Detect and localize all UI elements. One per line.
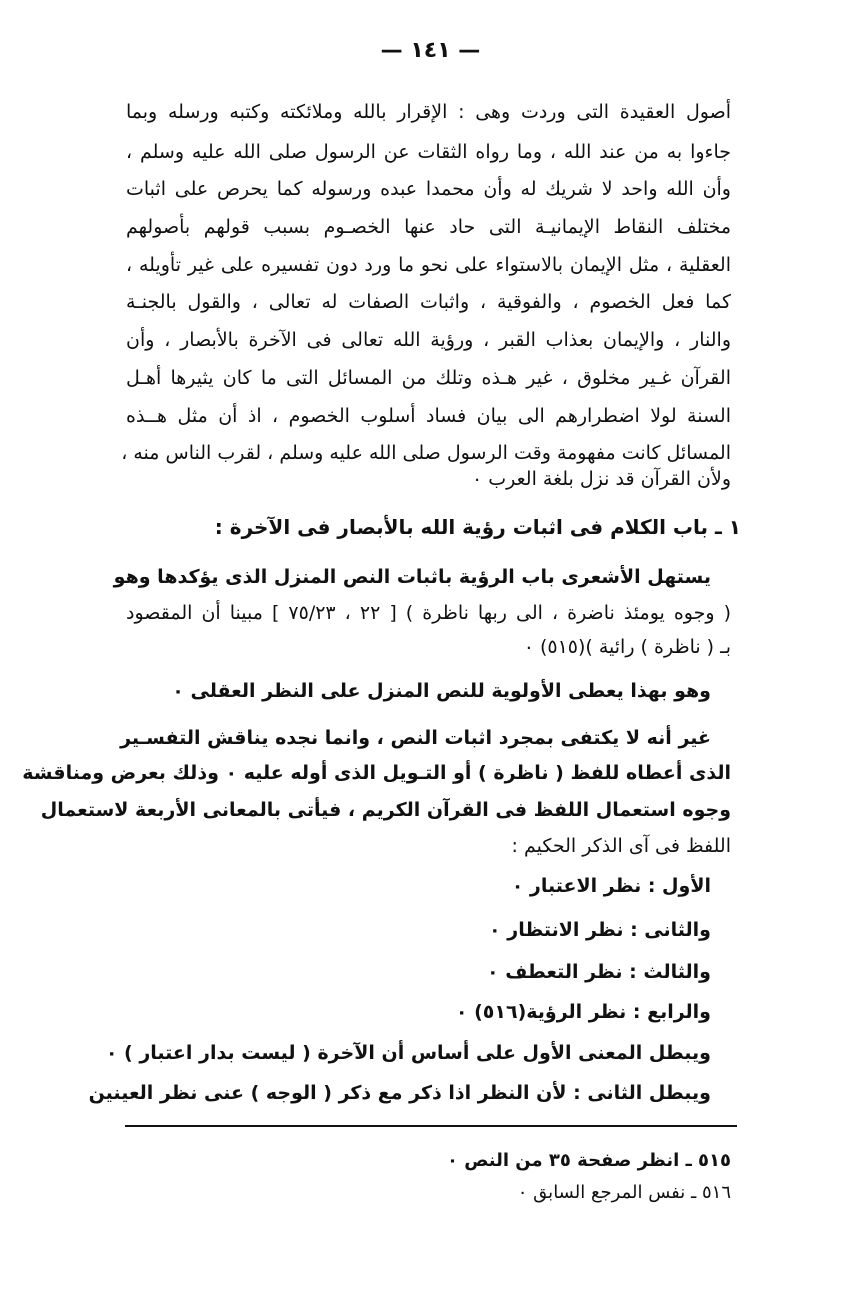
text-line: وهو بهذا يعطى الأولوية للنص المنزل على النظر العقلى ٠ — [172, 680, 711, 702]
text-line: يستهل الأشعرى باب الرؤية باثبات النص المنزل الذى يؤكدها وهو — [113, 566, 711, 588]
list-item: الأول : نظر الاعتبار ٠ — [511, 875, 711, 897]
text-line: وجوه استعمال اللفظ فى القرآن الكريم ، فيأتى بالمعانى الأربعة لاستعمال — [40, 799, 731, 821]
text-line: السنة لولا اضطرارهم الى بيان فساد أسلوب الخصوم ، اذ أن مثل هــذه — [126, 405, 731, 427]
text-line: أصول العقيدة التى وردت وهى : الإقرار بالله وملائكته وكتبه ورسله وبما — [126, 101, 731, 123]
text-line: القرآن غـير مخلوق ، غير هـذه وتلك من المسائل التى ما كان يثيرها أهـل — [126, 367, 731, 389]
text-line: بـ ( ناظرة ) رائية )(٥١٥) ٠ — [523, 636, 731, 658]
section-heading: ١ ـ باب الكلام فى اثبات رؤية الله بالأبصار فى الآخرة : — [214, 515, 741, 539]
text-line: ويبطل المعنى الأول على أساس أن الآخرة ( ليست بدار اعتبار ) ٠ — [105, 1042, 711, 1064]
text-line: جاءوا به من عند الله ، وما رواه الثقات عن الرسول صلى الله عليه وسلم ، — [126, 141, 731, 163]
text-line: غير أنه لا يكتفى بمجرد اثبات النص ، وانما نجده يناقش التفسـير — [120, 727, 711, 749]
text-line: ( وجوه يومئذ ناضرة ، الى ربها ناظرة ) [ ٢٢ ، ٧٥/٢٣ ] مبينا أن المقصود — [126, 602, 731, 624]
text-line: مختلف النقاط الإيمانيـة التى حاد عنها الخصـوم بسبب قولهم بأصولهم — [126, 216, 731, 238]
list-item: والثانى : نظر الانتظار ٠ — [489, 919, 711, 941]
text-line: العقلية ، مثل الإيمان بالاستواء على نحو ما ورد دون تفسيره على غير تأويله ، — [126, 254, 731, 276]
text-line: ويبطل الثانى : لأن النظر اذا ذكر مع ذكر ( الوجه ) عنى نظر العينين — [88, 1082, 711, 1104]
footnote-separator — [125, 1125, 737, 1127]
list-item: والرابع : نظر الرؤية(٥١٦) ٠ — [455, 1001, 711, 1023]
footnote: ٥١٦ ـ نفس المرجع السابق ٠ — [517, 1182, 731, 1203]
list-item: والثالث : نظر التعطف ٠ — [487, 961, 711, 983]
text-line: وأن الله واحد لا شريك له وأن محمدا عبده ورسوله كما يحرص على اثبات — [126, 178, 731, 200]
text-line: ولأن القرآن قد نزل بلغة العرب ٠ — [472, 468, 731, 490]
text-line: اللفظ فى آى الذكر الحكيم : — [511, 835, 731, 857]
text-line: الذى أعطاه للفظ ( ناظرة ) أو التـويل الذى أوله عليه ٠ وذلك بعرض ومناقشة — [22, 762, 731, 784]
text-line: كما فعل الخصوم ، والفوقية ، واثبات الصفات له تعالى ، والقول بالجنـة — [126, 291, 731, 313]
text-line: والنار ، والإيمان بعذاب القبر ، ورؤية الله تعالى فى الآخرة بالأبصار ، وأن — [126, 329, 731, 351]
text-line: المسائل كانت مفهومة وقت الرسول صلى الله عليه وسلم ، لقرب الناس منه ، — [121, 442, 731, 464]
page-number: — ١٤١ — — [380, 38, 481, 63]
footnote: ٥١٥ ـ انظر صفحة ٣٥ من النص ٠ — [446, 1150, 731, 1171]
